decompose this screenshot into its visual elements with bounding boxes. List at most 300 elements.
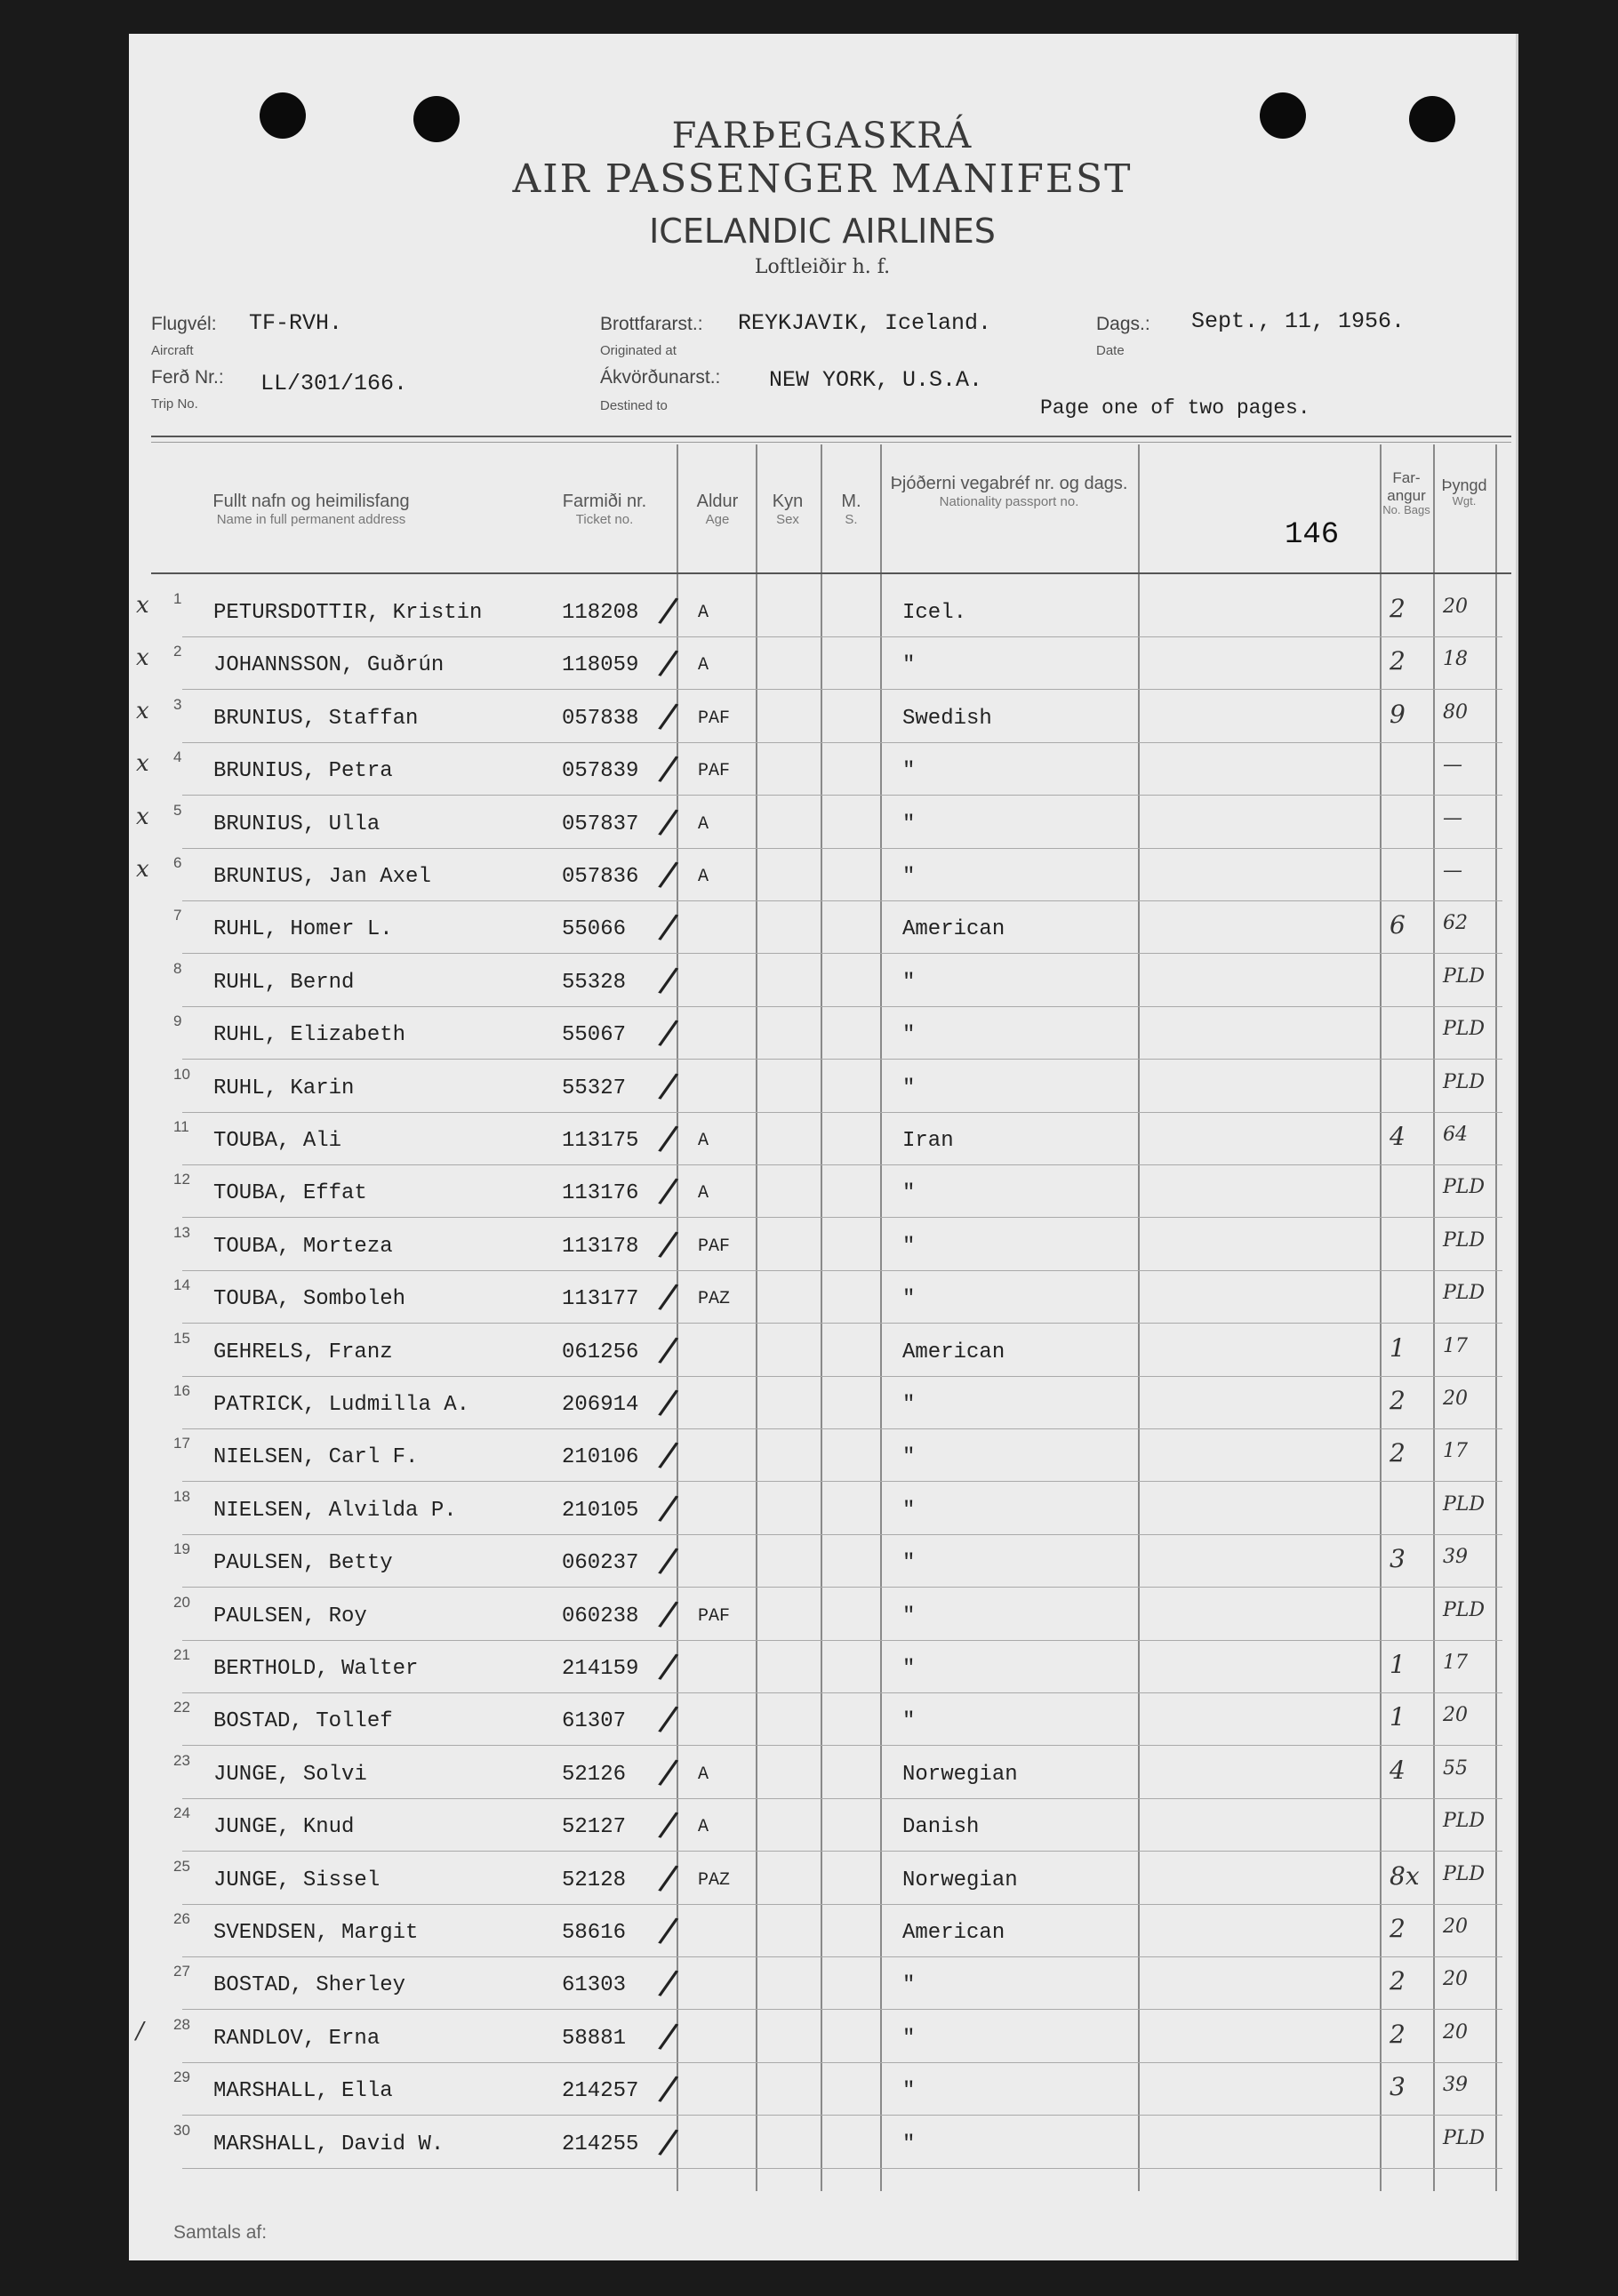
table-row	[129, 1009, 1516, 1061]
table-row	[129, 692, 1516, 745]
pen-tick-icon: /	[656, 1698, 681, 1741]
page-count-text: Page one of two pages.	[1040, 396, 1310, 420]
pen-tick-icon: /	[656, 748, 681, 791]
destination-sublabel: Destined to	[600, 398, 668, 413]
age-mark: PAF	[698, 1605, 731, 1627]
table-row	[129, 639, 1516, 692]
pen-tick-icon: /	[656, 1909, 681, 1952]
row-number: 23	[173, 1751, 190, 1769]
row-number: 7	[173, 907, 182, 924]
pen-tick-icon: /	[656, 1328, 681, 1372]
row-number: 5	[173, 801, 182, 819]
nationality: "	[902, 970, 916, 995]
row-number: 14	[173, 1276, 190, 1294]
row-number: 27	[173, 1963, 190, 1980]
nationality: "	[902, 1551, 916, 1576]
pen-tick-icon: /	[656, 1064, 681, 1108]
row-number: 9	[173, 1012, 182, 1030]
nationality: "	[902, 1709, 916, 1734]
col-header-weight: Þyngd Wgt.	[1441, 476, 1487, 508]
aircraft-label: Flugvél:	[151, 314, 217, 334]
nationality: "	[902, 1498, 916, 1523]
row-number: 16	[173, 1382, 190, 1399]
row-number: 2	[173, 643, 182, 660]
bags-count: 1	[1390, 1650, 1406, 1679]
bags-count: 2	[1390, 594, 1406, 623]
trip-label: Ferð Nr.:	[151, 367, 224, 388]
nationality: "	[902, 1287, 916, 1312]
passenger-name: BRUNIUS, Ulla	[213, 812, 380, 836]
table-row	[129, 1959, 1516, 2012]
pen-tick-icon: /	[656, 1856, 681, 1900]
table-row	[129, 2118, 1516, 2171]
weight-value: 17	[1443, 1652, 1468, 1674]
nationality: "	[902, 1657, 916, 1681]
destination-label: Ákvörðunarst.:	[600, 367, 721, 388]
nationality: American	[902, 1340, 1005, 1364]
age-mark: A	[698, 1764, 709, 1785]
pen-tick-icon: /	[656, 694, 681, 738]
ticket-number: 113176	[562, 1181, 639, 1206]
airline-name: ICELANDIC AIRLINES	[649, 212, 996, 251]
weight-value: 20	[1443, 2020, 1468, 2044]
row-number: 29	[173, 2068, 190, 2086]
pen-tick-icon: /	[656, 1012, 681, 1055]
date-sublabel: Date	[1096, 343, 1125, 358]
row-rule	[182, 795, 1502, 796]
row-rule	[182, 1956, 1502, 1957]
ticket-number: 55067	[562, 1023, 627, 1048]
age-mark: A	[698, 813, 709, 835]
weight-value: 39	[1443, 1546, 1468, 1569]
weight-value: PLD	[1443, 1492, 1486, 1516]
nationality: "	[902, 2026, 916, 2051]
passenger-name: RUHL, Elizabeth	[213, 1023, 406, 1048]
pen-tick-icon: /	[656, 1486, 681, 1530]
ticket-number: 113178	[562, 1234, 639, 1259]
row-number: 18	[173, 1487, 190, 1505]
ticket-number: 55327	[562, 1076, 627, 1100]
nationality: "	[902, 1181, 916, 1206]
age-mark: PAF	[698, 1236, 731, 1257]
ticket-number: 057836	[562, 865, 639, 889]
pen-tick-icon: /	[656, 1170, 681, 1213]
nationality: "	[902, 1023, 916, 1048]
title-icelandic: FARÞEGASKRÁ	[671, 116, 973, 156]
bags-count: 2	[1390, 646, 1406, 676]
ticket-number: 118059	[562, 653, 639, 678]
ticket-number: 214257	[562, 2079, 639, 2104]
bags-count: 3	[1390, 2072, 1406, 2102]
bags-count: 1	[1390, 1332, 1406, 1363]
weight-value: PLD	[1443, 1282, 1486, 1305]
weight-value: —	[1443, 860, 1462, 882]
row-rule	[182, 2115, 1502, 2116]
table-row	[129, 1854, 1516, 1907]
ticket-number: 52127	[562, 1815, 627, 1840]
bags-count: 4	[1390, 1755, 1406, 1785]
nationality: "	[902, 2079, 916, 2104]
weight-value: 55	[1443, 1756, 1468, 1780]
table-row	[129, 1115, 1516, 1167]
weight-value: 20	[1443, 1968, 1468, 1991]
row-number: 1	[173, 590, 182, 607]
title-english: AIR PASSENGER MANIFEST	[512, 156, 1133, 202]
weight-value: PLD	[1443, 1810, 1486, 1833]
row-rule	[182, 1376, 1502, 1377]
nationality: Norwegian	[902, 1868, 1018, 1892]
passenger-name: PATRICK, Ludmilla A.	[213, 1393, 470, 1417]
row-number: 22	[173, 1699, 190, 1716]
nationality: American	[902, 917, 1005, 942]
row-number: 26	[173, 1910, 190, 1927]
pen-tick-icon: /	[656, 2120, 681, 2164]
weight-value: —	[1443, 806, 1462, 829]
page-number: 146	[1285, 518, 1340, 552]
table-row	[129, 1220, 1516, 1273]
nationality: "	[902, 1604, 916, 1628]
row-number: 28	[173, 2015, 190, 2033]
passenger-name: TOUBA, Somboleh	[213, 1287, 406, 1312]
table-row	[129, 1907, 1516, 1959]
col-header-sex: Kyn Sex	[772, 492, 804, 527]
origin-value: REYKJAVIK, Iceland.	[738, 310, 992, 336]
age-mark: A	[698, 1131, 709, 1151]
row-rule	[182, 742, 1502, 743]
row-number: 20	[173, 1593, 190, 1611]
nationality: Swedish	[902, 706, 992, 731]
trip-sublabel: Trip No.	[151, 396, 198, 412]
row-number: 8	[173, 959, 182, 977]
airline-subtitle: Loftleiðir h. f.	[754, 256, 891, 278]
weight-value: PLD	[1443, 1070, 1486, 1093]
ticket-number: 58881	[562, 2026, 627, 2051]
row-check-mark: x	[136, 592, 149, 619]
row-rule	[182, 2062, 1502, 2063]
ticket-number: 55066	[562, 917, 627, 942]
passenger-name: NIELSEN, Alvilda P.	[213, 1498, 457, 1523]
weight-value: PLD	[1443, 2126, 1486, 2149]
pen-tick-icon: /	[656, 1645, 681, 1688]
nationality: Icel.	[902, 601, 967, 625]
weight-value: 20	[1443, 1916, 1468, 1938]
ticket-number: 52128	[562, 1868, 627, 1892]
row-rule	[182, 689, 1502, 690]
aircraft-sublabel: Aircraft	[151, 343, 194, 358]
age-mark: A	[698, 867, 709, 887]
carried-forward-label: Samtals af:	[173, 2222, 268, 2243]
pen-tick-icon: /	[656, 1804, 681, 1847]
pen-tick-icon: /	[656, 2068, 681, 2111]
manifest-sheet	[129, 34, 1518, 2260]
nationality: "	[902, 865, 916, 889]
passenger-name: RUHL, Homer L.	[213, 917, 393, 942]
row-rule	[182, 1640, 1502, 1641]
bags-count: 9	[1390, 699, 1406, 729]
passenger-name: MARSHALL, Ella	[213, 2079, 393, 2104]
age-mark: A	[698, 655, 709, 676]
col-header-name: Fullt nafn og heimilisfang Name in full permanent address	[212, 492, 410, 527]
col-header-bags: Far-angur No. Bags	[1382, 469, 1430, 517]
ticket-number: 210105	[562, 1498, 639, 1523]
passenger-name: GEHRELS, Franz	[213, 1340, 393, 1364]
passenger-name: RUHL, Karin	[213, 1076, 355, 1100]
table-row	[129, 1062, 1516, 1115]
row-number: 17	[173, 1435, 190, 1452]
col-header-nationality: Þjóðerni vegabréf nr. og dags. Nationality passport no.	[890, 474, 1128, 509]
bags-count: 2	[1390, 1914, 1406, 1943]
weight-value: PLD	[1443, 1176, 1486, 1199]
weight-value: PLD	[1443, 964, 1486, 988]
weight-value: PLD	[1443, 1598, 1486, 1621]
row-number: 24	[173, 1804, 190, 1822]
row-number: 11	[173, 1118, 189, 1135]
table-row	[129, 1431, 1516, 1484]
destination-value: NEW YORK, U.S.A.	[769, 367, 983, 393]
passenger-name: JUNGE, Solvi	[213, 1762, 367, 1787]
nationality: "	[902, 1393, 916, 1417]
nationality: "	[902, 2132, 916, 2156]
weight-value: PLD	[1443, 1862, 1486, 1885]
row-number: 30	[173, 2121, 190, 2139]
row-number: 19	[173, 1540, 190, 1558]
ticket-number: 61307	[562, 1709, 627, 1734]
passenger-name: JUNGE, Knud	[213, 1815, 355, 1840]
row-check-mark: x	[136, 750, 149, 778]
table-row	[129, 851, 1516, 903]
row-rule	[182, 900, 1502, 901]
aircraft-value: TF-RVH.	[249, 310, 343, 336]
table-row	[129, 1695, 1516, 1748]
pen-tick-icon: /	[656, 1117, 681, 1160]
passenger-name: PAULSEN, Betty	[213, 1551, 393, 1576]
passenger-name: JOHANNSSON, Guðrún	[213, 653, 445, 678]
passenger-name: BOSTAD, Sherley	[213, 1973, 406, 1998]
nationality: Iran	[902, 1129, 954, 1153]
table-row	[129, 1273, 1516, 1325]
table-row	[129, 1590, 1516, 1643]
table-row	[129, 956, 1516, 1009]
row-rule	[182, 2009, 1502, 2010]
row-rule	[182, 1481, 1502, 1482]
table-row	[129, 1643, 1516, 1695]
table-row	[129, 1537, 1516, 1589]
table-row	[129, 2065, 1516, 2117]
row-rule	[182, 1798, 1502, 1799]
row-rule	[182, 1904, 1502, 1905]
origin-sublabel: Originated at	[600, 343, 677, 358]
col-header-ticket: Farmiði nr. Ticket no.	[562, 492, 647, 527]
passenger-name: SVENDSEN, Margit	[213, 1921, 419, 1945]
pen-tick-icon: /	[656, 1592, 681, 1636]
row-check-mark: /	[136, 2017, 144, 2044]
row-rule	[182, 1112, 1502, 1113]
passenger-name: TOUBA, Ali	[213, 1129, 342, 1153]
table-row	[129, 1326, 1516, 1379]
row-number: 3	[173, 695, 182, 713]
passenger-name: TOUBA, Morteza	[213, 1234, 393, 1259]
age-mark: A	[698, 1183, 709, 1204]
ticket-number: 061256	[562, 1340, 639, 1364]
pen-tick-icon: /	[656, 642, 681, 685]
row-rule	[182, 1745, 1502, 1746]
origin-label: Brottfararst.:	[600, 314, 703, 334]
nationality: Danish	[902, 1815, 980, 1840]
row-rule	[182, 1164, 1502, 1165]
age-mark: PAZ	[698, 1289, 731, 1310]
weight-value: PLD	[1443, 1228, 1486, 1252]
weight-value: 39	[1443, 2074, 1468, 2097]
nationality: Norwegian	[902, 1762, 1018, 1787]
age-mark: PAF	[698, 708, 731, 729]
table-row	[129, 587, 1516, 639]
row-number: 10	[173, 1065, 190, 1083]
passenger-name: BRUNIUS, Petra	[213, 759, 393, 784]
bags-count: 4	[1390, 1122, 1406, 1151]
row-rule	[182, 1428, 1502, 1429]
row-rule	[182, 1851, 1502, 1852]
table-row	[129, 1748, 1516, 1801]
pen-tick-icon: /	[656, 1276, 681, 1319]
row-number: 21	[173, 1646, 190, 1663]
row-rule	[182, 636, 1502, 637]
pen-tick-icon: /	[656, 906, 681, 949]
bags-count: 8x	[1390, 1860, 1420, 1891]
passenger-name: MARSHALL, David W.	[213, 2132, 445, 2156]
nationality: "	[902, 1445, 916, 1470]
ticket-number: 214255	[562, 2132, 639, 2156]
header-divider	[151, 436, 1511, 437]
row-rule	[182, 953, 1502, 954]
ticket-number: 58616	[562, 1921, 627, 1945]
weight-value: 20	[1443, 1704, 1468, 1727]
pen-tick-icon: /	[656, 1750, 681, 1794]
weight-value: 17	[1443, 1334, 1468, 1357]
ticket-number: 55328	[562, 970, 627, 995]
date-label: Dags.:	[1096, 314, 1150, 334]
bags-count: 2	[1390, 1438, 1406, 1468]
row-number: 15	[173, 1329, 190, 1347]
row-rule	[182, 1270, 1502, 1271]
col-header-ms: M. S.	[841, 492, 861, 527]
header-divider	[151, 442, 1511, 443]
col-header-age: Aldur Age	[696, 492, 739, 527]
passenger-name: BERTHOLD, Walter	[213, 1657, 419, 1681]
row-number: 6	[173, 854, 182, 871]
table-row	[129, 798, 1516, 851]
table-row	[129, 745, 1516, 797]
row-rule	[182, 1692, 1502, 1693]
date-value: Sept., 11, 1956.	[1191, 308, 1406, 334]
table-row	[129, 1167, 1516, 1220]
age-mark: PAF	[698, 761, 731, 782]
age-mark: A	[698, 603, 709, 623]
bags-count: 2	[1390, 1386, 1406, 1415]
row-check-mark: x	[136, 697, 149, 724]
bags-count: 1	[1390, 1702, 1406, 1732]
bags-count: 2	[1390, 2019, 1406, 2049]
pen-tick-icon: /	[656, 800, 681, 844]
row-rule	[182, 1534, 1502, 1535]
pen-tick-icon: /	[656, 1434, 681, 1477]
passenger-name: PAULSEN, Roy	[213, 1604, 367, 1628]
row-check-mark: x	[136, 856, 149, 883]
age-mark: PAZ	[698, 1869, 731, 1891]
nationality: American	[902, 1921, 1005, 1945]
row-number: 25	[173, 1857, 190, 1875]
ticket-number: 206914	[562, 1393, 639, 1417]
row-rule	[182, 2168, 1502, 2169]
nationality: "	[902, 1234, 916, 1259]
weight-value: 18	[1443, 648, 1468, 671]
table-row	[129, 1379, 1516, 1431]
ticket-number: 057837	[562, 812, 639, 836]
ticket-number: 057838	[562, 706, 639, 731]
weight-value: —	[1443, 754, 1462, 777]
weight-value: 20	[1443, 1388, 1468, 1410]
row-rule	[182, 1217, 1502, 1218]
weight-value: 20	[1443, 596, 1468, 618]
passenger-name: NIELSEN, Carl F.	[213, 1445, 419, 1470]
passenger-name: TOUBA, Effat	[213, 1181, 367, 1206]
table-row	[129, 1484, 1516, 1537]
ticket-number: 057839	[562, 759, 639, 784]
ticket-number: 060238	[562, 1604, 639, 1628]
row-rule	[182, 1006, 1502, 1007]
row-rule	[182, 1059, 1502, 1060]
pen-tick-icon: /	[656, 1540, 681, 1583]
ticket-number: 060237	[562, 1551, 639, 1576]
ticket-number: 210106	[562, 1445, 639, 1470]
bags-count: 6	[1390, 910, 1406, 940]
row-check-mark: x	[136, 644, 149, 672]
row-number: 12	[173, 1171, 190, 1188]
trip-value: LL/301/166.	[260, 371, 408, 396]
pen-tick-icon: /	[656, 1222, 681, 1266]
ticket-number: 214159	[562, 1657, 639, 1681]
passenger-name: BOSTAD, Tollef	[213, 1709, 393, 1734]
passenger-name: PETURSDOTTIR, Kristin	[213, 601, 483, 625]
row-rule	[182, 1323, 1502, 1324]
nationality: "	[902, 1076, 916, 1100]
pen-tick-icon: /	[656, 589, 681, 632]
table-row	[129, 903, 1516, 956]
row-rule	[182, 848, 1502, 849]
bags-count: 3	[1390, 1544, 1406, 1574]
row-number: 13	[173, 1223, 190, 1241]
table-row	[129, 1801, 1516, 1853]
age-mark: A	[698, 1817, 709, 1838]
ticket-number: 113175	[562, 1129, 639, 1153]
passenger-name: RANDLOV, Erna	[213, 2026, 380, 2051]
pen-tick-icon: /	[656, 1381, 681, 1424]
pen-tick-icon: /	[656, 958, 681, 1002]
nationality: "	[902, 1973, 916, 1998]
nationality: "	[902, 759, 916, 784]
row-number: 4	[173, 748, 182, 766]
pen-tick-icon: /	[656, 853, 681, 896]
pen-tick-icon: /	[656, 1962, 681, 2005]
table-row	[129, 2012, 1516, 2065]
weight-value: 80	[1443, 700, 1468, 724]
row-rule	[182, 1587, 1502, 1588]
ticket-number: 52126	[562, 1762, 627, 1787]
ticket-number: 118208	[562, 601, 639, 625]
passenger-name: JUNGE, Sissel	[213, 1868, 380, 1892]
nationality: "	[902, 812, 916, 836]
nationality: "	[902, 653, 916, 678]
row-check-mark: x	[136, 803, 149, 830]
